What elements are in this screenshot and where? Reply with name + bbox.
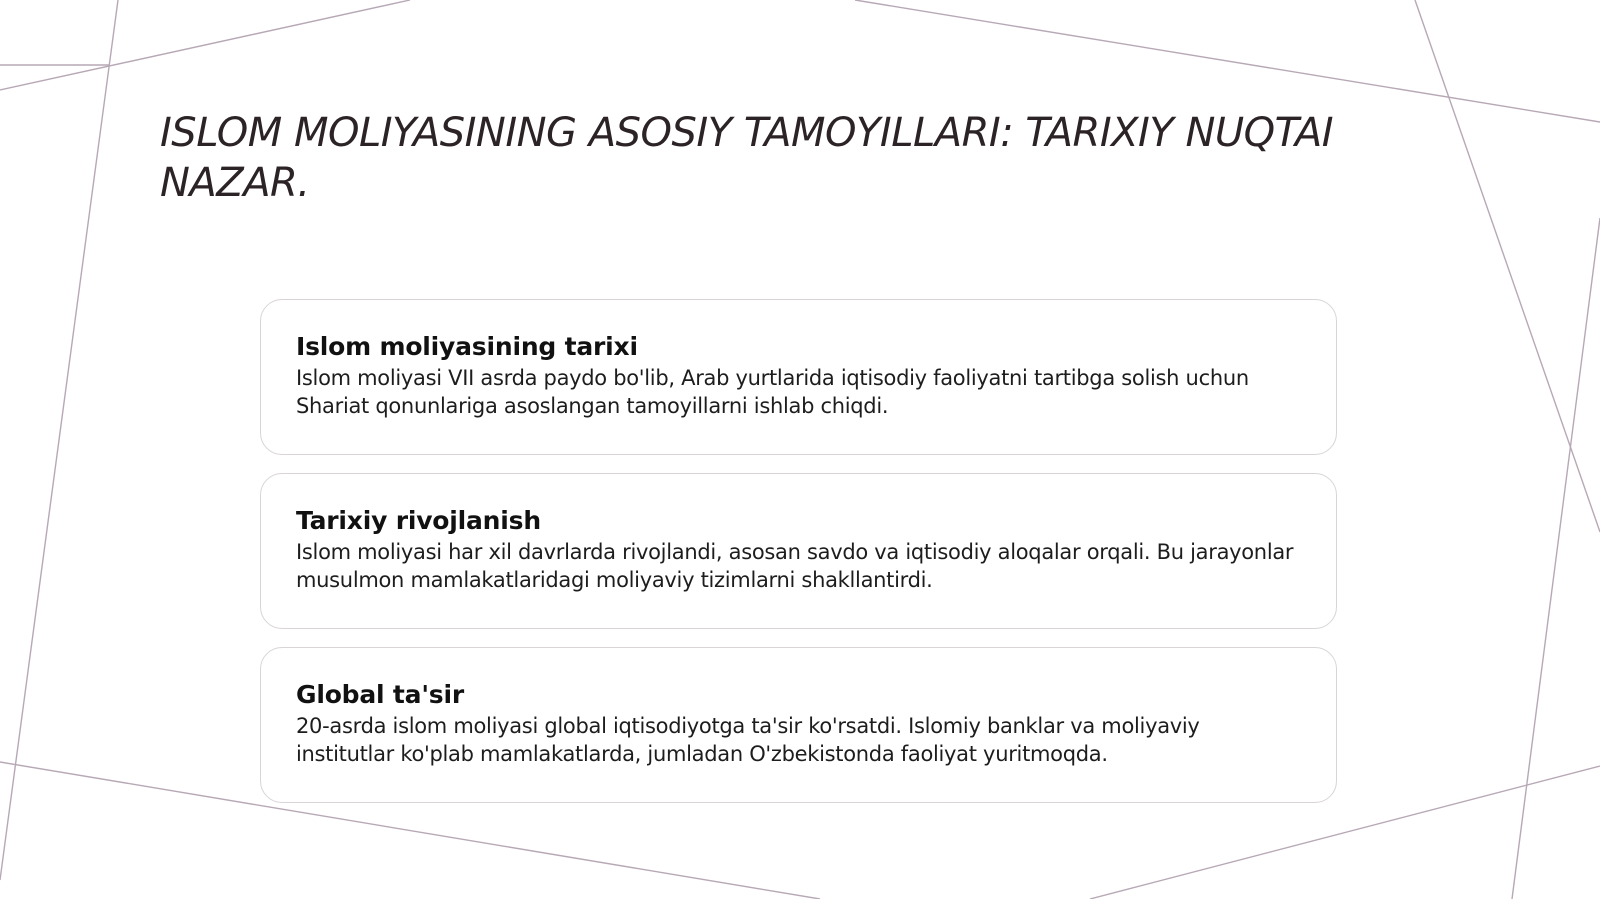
info-card-development: [260, 473, 1337, 629]
info-card-global-impact: [260, 647, 1337, 803]
background-line: [0, 0, 118, 880]
card-heading: Global ta'sir: [296, 680, 464, 709]
info-card-history: [260, 299, 1337, 455]
card-description: Islom moliyasi har xil davrlarda rivojlandi, asosan savdo va iqtisodiy aloqalar orqali. Bu jarayonlar musulmon mamlakatlaridagi moliyaviy tizimlarni shakllantirdi.: [296, 540, 1294, 592]
background-line: [855, 0, 1600, 122]
card-heading: Islom moliyasining tarixi: [296, 332, 638, 361]
card-description: Islom moliyasi VII asrda paydo bo'lib, Arab yurtlarida iqtisodiy faoliyatni tartibga solish uchun Shariat qonunlariga asoslangan tamoyillarni ishlab chiqdi.: [296, 366, 1249, 418]
slide-title: ISLOM MOLIYASINING ASOSIY TAMOYILLARI: TARIXIY NUQTAI NAZAR.: [160, 110, 1334, 206]
background-line: [1512, 218, 1600, 899]
background-line: [1415, 0, 1600, 532]
card-description: 20-asrda islom moliyasi global iqtisodiyotga ta'sir ko'rsatdi. Islomiy banklar va moliyaviy institutlar ko'plab mamlakatlarda, jumladan O'zbekistonda faoliyat yuritmoqda.: [296, 714, 1200, 766]
background-line: [0, 0, 410, 90]
card-heading: Tarixiy rivojlanish: [296, 506, 541, 535]
